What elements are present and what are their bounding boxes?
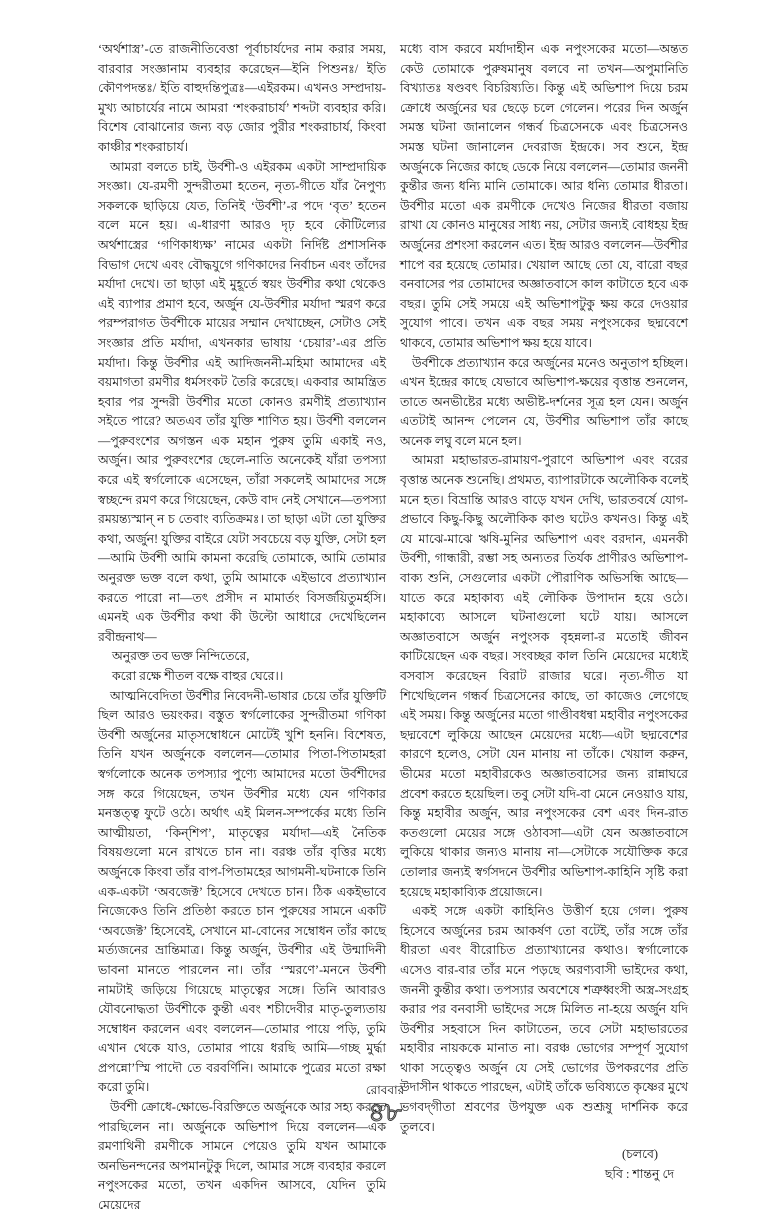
right-column [400, 40, 688, 1184]
continued-note: (চলবে) [621, 1147, 658, 1162]
paragraph: একই সঙ্গে একটা কাহিনিও উত্তীর্ণ হয়ে গেল। পুরুষ হিসেবে অর্জুনের চরম আকর্ষণ তো বটেই, তাঁর সঙ্গে তাঁর ধীরতা এবং বীরোচিত প্রত্যাখ্যানের কথাও। স্বর্গালোকে এসেও বার-বার তাঁর মনে পড়ছে অরণ্যবাসী ভাইদের কথা, জননী কুন্তীর কথা। তপস্যার অবশেষে শত্রুধ্বংসী অস্ত্র-সংগ্রহ করার পর বনবাসী ভাইদের সঙ্গে মিলিত না-হয়ে অর্জুন যদি উর্বশীর সহবাসে দিন কাটাতেন, তবে সেটা মহাভারতের মহাবীর নায়ককে মানাত না। বরঞ্চ ভোগের সম্পূর্ণ সুযোগ থাকা সত্ত্বেও অর্জুন যে সেই ভোগের উপকরণের প্রতি উদাসীন থাকতে পারছেন, এটাই তাঁকে ভবিষ্যতে কৃষ্ণের মুখে ভগবদ্‌গীতা শ্রবণের উপযুক্ত এক শুশ্রূষু দার্শনিক করে তুলবে। [400, 904, 688, 1134]
verse-line: অনুরক্ত তব ভক্ত নিন্দিতেরে, [112, 649, 250, 664]
page-number: ৪৮ [368, 1097, 402, 1127]
paragraph: আমরা বলতে চাই, উর্বশী-ও এইরকম একটা সাম্প্রদায়িক সংজ্ঞা। যে-রমণী সুন্দরীতমা হতেন, নৃত্য-গীতে যাঁর নৈপুণ্য সকলকে ছাড়িয়ে যেত, তিনিই ‘উর্বশী’-র পদে ‘বৃত’ হতেন বলে মনে হয়। এ-ধারণা আরও দৃঢ় হবে কৌটিল্যের অর্থশাস্ত্রের ‘গণিকাধ্যক্ষ’ নামের একটা নির্দিষ্ট প্রশাসনিক বিভাগ দেখে এবং বৌদ্ধযুগে গণিকাদের নির্বাচন এবং তাঁদের মর্যাদা দেখে। তা ছাড়া এই মুহূর্তে স্বয়ং উর্বশীর কথা থেকেও এই ব্যাপার প্রমাণ হবে, অর্জুন যে-উর্বশীর মর্যাদা স্মরণ করে পরম্পরাগত উর্বশীকে মায়ের সম্মান দেখাচ্ছেন, সেটাও সেই সংজ্ঞার প্রতি মর্যাদা, এখনকার ভাষায় ‘চেয়ার’-এর প্রতি মর্যাদা। কিন্তু উর্বশীর এই আদিজননী-মহিমা আমাদের এই বয়মাগতা রমণীর ধর্মসংকট তৈরি করেছে। একবার আমন্ত্রিত হবার পর সুন্দরী উর্বশীর মতো কোনও রমণীই প্রত্যাখ্যান সইতে পারে? অতএব তাঁর যুক্তি শাণিত হয়। উর্বশী বললেন—পুরুবংশের অগস্তন এক মহান পুরুষ তুমি একাই নও, অর্জুন। আর পুরুবংশের ছেলে-নাতি অনেকেই যাঁরা তপস্যা করে এই স্বর্গলোকে এসেছেন, তাঁরা সকলেই আমাদের সঙ্গে স্বচ্ছন্দে রমণ করে গিয়েছেন, কেউ বাদ নেই সেখানে—তপস্যা রময়ন্ত্যস্মান্ ন চ তেবাং ব্যতিক্রমঃ। তা ছাড়া এটা তো যুক্তির কথা, অর্জুন! যুক্তির বাইরে যেটা সবচেয়ে বড় যুক্তি, সেটা হল—আমি উর্বশী আমি কামনা করেছি তোমাকে, আমি তোমার অনুরক্ত ভক্ত বলে কথা, তুমি আমাকে এইভাবে প্রত্যাখ্যান করতে পারো না—তৎ প্রসীদ ন মামার্তং বিসর্জয়িতুমর্হসি। এমনই এক উর্বশীর কথা কী উল্টো আধারে দেখেছিলেন রবীন্দ্রনাথ— [98, 159, 386, 644]
paragraph: মধ্যে বাস করবে মর্যাদাহীন এক নপুংসকের মতো—অন্তত কেউ তোমাকে পুরুষমানুষ বলবে না তখন—অপুমানিতি বিখ্যাতঃ ষণ্ডবৎ বিচরিষ্যতি। কিন্তু এই অভিশাপ দিয়ে চরম ক্রোধে অর্জুনের ঘর ছেড়ে চলে গেলেন। পরের দিন অর্জুন সমস্ত ঘটনা জানালেন গন্ধর্ব চিত্রসেনকে এবং চিত্রসেনও সমস্ত ঘটনা জানালেন দেবরাজ ইন্দ্রকে। সব শুনে, ইন্দ্র অর্জুনকে নিজের কাছে ডেকে নিয়ে বললেন—তোমার জননী কুন্তীর জন্য ধন্যি মানি তোমাকে। আর ধন্যি তোমার ধীরতা। উর্বশীর মতো এক রমণীকে দেখেও নিজের ধীরতা বজায় রাখা যে কোনও মানুষের সাধ্য নয়, সেটার জন্যই বোধহয় ইন্দ্র অর্জুনের প্রশংসা করলেন এত। ইন্দ্র আরও বললেন—উর্বশীর শাপে বর হয়েছে তোমার। খেয়াল আছে তো যে, বারো বছর বনবাসের পর তোমাদের অজ্ঞাতবাসে কাল কাটাতে হবে এক বছর। তুমি সেই সময়ে এই অভিশাপটুকু ক্ষয় করে দেওয়ার সুযোগ পাবে। তখন এক বছর সময় নপুংসকের ছদ্মবেশে থাকবে, তোমার অভিশাপ ক্ষয় হয়ে যাবে। [400, 42, 688, 350]
paragraph: আমরা মহাভারত-রামায়ণ-পুরাণে অভিশাপ এবং বরের বৃত্তান্ত অনেক শুনেছি। প্রথমত, ব্যাপারটাকে অলৌকিক বলেই মনে হত। বিভ্রান্তি আরও বাড়ে যখন দেখি, ভারতবর্ষে যোগ-প্রভাবে কিছু-কিছু অলৌকিক কাণ্ড ঘটেও কখনও। কিন্তু এই যে মাঝে-মাঝে ঋষি-মুনির অভিশাপ এবং বরদান, এমনকী উর্বশী, গান্ধারী, রম্ভা সহ অন্যতর তির্যক প্রাণীরও অভিশাপ-বাক্য শুনি, সেগুলোর একটা পৌরাণিক অভিসন্ধি আছে—যাতে করে মহাকাব্য এই লৌকিক উপাদান হয়ে ওঠে। মহাকাব্যে আসলে ঘটনাগুলো ঘটে যায়। আসলে অজ্ঞাতবাসে অর্জুন নপুংসক বৃহন্নলা-র মতোই জীবন কাটিয়েছেন এক বছর। সংবচ্ছর কাল তিনি মেয়েদের মধ্যেই বসবাস করেছেন বিরাট রাজার ঘরে। নৃত্য-গীত যা শিখেছিলেন গন্ধর্ব চিত্রসেনের কাছে, তা কাজেও লেগেছে এই সময়। কিন্তু অর্জুনের মতো গাণ্ডীবধন্বা মহাবীর নপুংসকের ছদ্মবেশে লুকিয়ে আছেন মেয়েদের মধ্যে—এটা ছদ্মবেশের কারণে হলেও, সেটা যেন মানায় না তাঁকে। খেয়াল করুন, ভীমের মতো মহাবীরকেও অজ্ঞাতবাসের জন্য রান্নাঘরে প্রবেশ করতে হয়েছিল। তবু সেটা যদি-বা মেনে নেওয়াও যায়, কিন্তু মহাবীর অর্জুন, আর নপুংসকের বেশ এবং দিন-রাত কতগুলো মেয়ের সঙ্গে ওঠাবসা—এটা যেন অজ্ঞাতবাসে লুকিয়ে থাকার জন্যও মানায় না—সেটাকে সযৌক্তিক করে তোলার জন্যই স্বর্গসদনে উর্বশীর অভিশাপ-কাহিনি সৃষ্টি করা হয়েছে মহাকাব্যিক প্রয়োজনে। [400, 453, 688, 899]
paragraph: উর্বশী ক্রোধে-ক্ষোভে-বিরক্তিতে অর্জুনকে আর সহ্য করতে পারছিলেন না। অর্জুনকে অভিশাপ দিয়ে বললেন—এক রমণাথিনী রমণীকে সামনে পেয়েও তুমি যখন আমাকে অনভিনন্দনের অপমানটুকু দিলে, আমার সঙ্গে ব্যবহার করলে নপুংসকের মতো, তখন একদিন আসবে, যেদিন তুমি মেয়েদের [98, 1100, 386, 1213]
magazine-name: রোববার [365, 1083, 405, 1097]
left-column [98, 40, 386, 1216]
paragraph: উর্বশীকে প্রত্যাখ্যান করে অর্জুনের মনেও অনুতাপ হচ্ছিল। এখন ইন্দ্রের কাছে যেভাবে অভিশাপ-ক্ষয়ের বৃত্তান্ত শুনলেন, তাতে অনভীষ্টের মধ্যে অভীষ্ট-দর্শনের সূত্র হল যেন। অর্জুন এতটাই আনন্দ পেলেন যে, উর্বশীর অভিশাপ তাঁর কাছে অনেক লঘু বলে মনে হল। [400, 355, 688, 448]
verse-line: করো রক্ষে শীতল বক্ষে বাহুর ঘেরে।। [112, 669, 284, 683]
illustration-credit: ছবি : শান্তনু দে [604, 1166, 674, 1181]
paragraph: আত্মনিবেদিতা উর্বশীর নিবেদনী-ভাষার চেয়ে তাঁর যুক্তিটি ছিল আরও ভয়ংকর। বস্তুত স্বর্গলোকের সুন্দরীতমা গণিকা উর্বশী অর্জুনের মাতৃসম্বোধনে মোটেই খুশি হননি। বিশেষত, তিনি যখন অর্জুনকে বললেন—তোমার পিতা-পিতামহরা স্বর্গলোকে অনেক তপস্যার পুণ্যে আমাদের মতো উর্বশীদের সঙ্গ করে গিয়েছেন, তখন উর্বশীর মধ্যে যেন গণিকার মনস্তত্ত্ব ফুটে ওঠে। অর্থাৎ এই মিলন-সম্পর্কের মধ্যে তিনি আত্মীয়তা, ‘কিন্‌শিপ’, মাতৃত্বের মর্যাদা—এই নৈতিক বিষয়গুলো মনে রাখতে চান না। বরঞ্চ তাঁর বৃত্তির মধ্যে অর্জুনকে কিংবা তাঁর বাপ-পিতামহের আগমনী-ঘটনাকে তিনি এক-একটা ‘অবজেক্ট’ হিসেবে দেখতে চান। ঠিক একইভাবে নিজেকেও তিনি প্রতিষ্ঠা করতে চান পুরুষের সামনে একটি ‘অবজেক্ট’ হিসেবেই, সেখানে মা-বোনের সম্বোধন তাঁর কাছে মর্ত্যজনের ভ্রান্তিমাত্র। কিন্তু অর্জুন, উর্বশীর এই উন্মাদিনী ভাবনা মানতে পারলেন না। তাঁর ‘স্মরণে’-মননে উর্বশী নামটাই জড়িয়ে গিয়েছে মাতৃত্বের সঙ্গে। তিনি আবারও যৌবনোদ্ধতা উর্বশীকে কুন্তী এবং শচীদেবীর মাতৃ-তুল্যতায় সম্বোধন করলেন এবং বললেন—তোমার পায়ে পড়ি, তুমি এখান থেকে যাও, তোমার পায়ে ধরছি আমি—গচ্ছ মুর্দ্ধা প্রপন্নো’স্মি পাদৌ তে বরবর্ণিনি। আমাকে পুত্রের মতো রক্ষা করো তুমি। [98, 688, 386, 1095]
paragraph: ‘অর্থশাস্ত্র’-তে রাজনীতিবেত্তা পূর্বাচার্যদের নাম করার সময়, বারবার সংজ্ঞানাম ব্যবহার করেছেন—ইনি পিশুনঃ/ ইতি কৌণপদন্তঃ/ ইতি বাহুদন্তিপুত্রঃ—এইরকম। এখনও সম্প্রদায়-মুখ্য আচার্যের নামে আমরা ‘শংকরাচার্য’ শব্দটা ব্যবহার করি। বিশেষ বোঝানোর জন্য বড় জোর পুরীর শংকরাচার্য, কিংবা কাঞ্চীর শংকরাচার্য। [98, 42, 386, 154]
